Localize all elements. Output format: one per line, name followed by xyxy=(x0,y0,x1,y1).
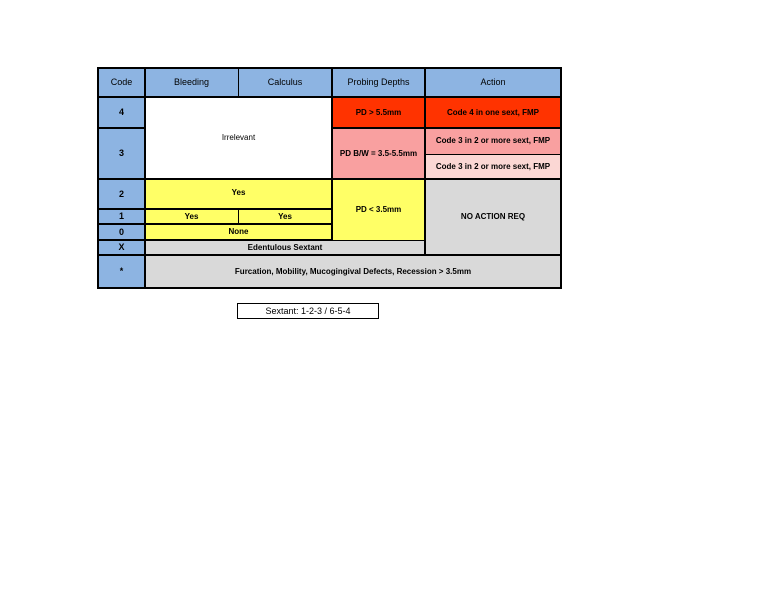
border-rowx-bottom xyxy=(97,254,562,256)
border-pd-low-bottom xyxy=(332,240,425,241)
code-3: 3 xyxy=(98,128,145,179)
border-action3-split xyxy=(425,154,561,155)
code2-yes-cell: Yes xyxy=(145,179,332,209)
pd-mid-cell: PD B/W = 3.5-5.5mm xyxy=(332,128,425,179)
edentulous-cell: Edentulous Sextant xyxy=(145,240,425,255)
border-pd-left xyxy=(331,67,333,241)
irrelevant-cell: Irrelevant xyxy=(145,97,332,179)
header-bleeding: Bleeding xyxy=(145,68,238,97)
border-action-left xyxy=(424,67,426,256)
code-0: 0 xyxy=(98,224,145,240)
header-code: Code xyxy=(98,68,145,97)
star-row-cell: Furcation, Mobility, Mucogingival Defects, Recession > 3.5mm xyxy=(145,255,561,288)
action-code3b-cell: Code 3 in 2 or more sext, FMP xyxy=(425,154,561,179)
code0-none-cell: None xyxy=(145,224,332,240)
code-4: 4 xyxy=(98,97,145,128)
code-1: 1 xyxy=(98,209,145,224)
code1-calculus-cell: Yes xyxy=(238,209,332,224)
border-header-bottom xyxy=(97,96,562,98)
header-probing-depths: Probing Depths xyxy=(332,68,425,97)
pd-low-cell: PD < 3.5mm xyxy=(332,179,425,240)
border-row1-bottom xyxy=(97,223,333,225)
border-row2-bottom xyxy=(97,208,333,210)
sextant-label: Sextant: 1-2-3 / 6-5-4 xyxy=(237,303,379,319)
border-row3-bottom xyxy=(97,178,562,180)
header-calculus: Calculus xyxy=(238,68,332,97)
border-bleed-calc-header xyxy=(238,67,239,97)
border-bottom xyxy=(97,287,562,289)
border-code1-split xyxy=(238,209,239,224)
border-row4-right-bottom xyxy=(331,127,562,129)
code-2: 2 xyxy=(98,179,145,209)
code1-bleeding-cell: Yes xyxy=(145,209,238,224)
code-x: X xyxy=(98,240,145,255)
action-code3a-cell: Code 3 in 2 or more sext, FMP xyxy=(425,128,561,154)
border-top xyxy=(97,67,562,69)
border-row0-bottom xyxy=(97,239,333,241)
pd-high-cell: PD > 5.5mm xyxy=(332,97,425,128)
header-action: Action xyxy=(425,68,561,97)
no-action-cell: NO ACTION REQ xyxy=(425,179,561,255)
code-star: * xyxy=(98,255,145,288)
action-code4-cell: Code 4 in one sext, FMP xyxy=(425,97,561,128)
border-row4-bottom xyxy=(97,127,145,129)
